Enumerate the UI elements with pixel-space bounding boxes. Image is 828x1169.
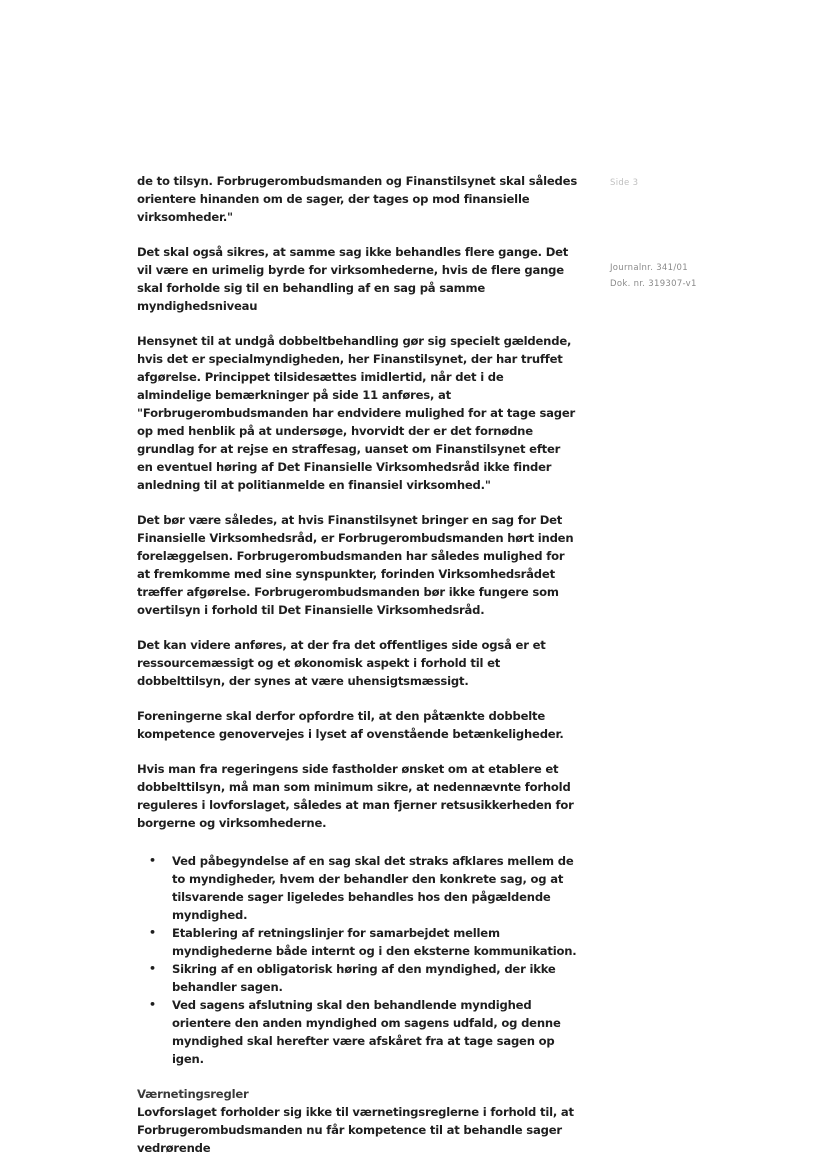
document-number: Dok. nr. 319307-v1 [610,279,697,289]
body-text [137,172,577,1157]
paragraph-1: de to tilsyn. Forbrugerombudsmanden og Finanstilsynet skal således orientere hinanden om de sager, der tages op mod finansielle virksomheder." [137,174,578,224]
reference-block [610,260,697,292]
bullet-icon: • [149,926,156,939]
journal-number: Journalnr. 341/01 [610,263,688,273]
list-item [137,996,577,1068]
paragraph-6: Foreningerne skal derfor opfordre til, at den påtænkte dobbelte kompetence genovervejes i lyset af ovenstående betænkeligheder. [137,709,564,741]
list-item-text: Sikring af en obligatorisk høring af den myndighed, der ikke behandler sagen. [172,962,556,994]
paragraph-5: Det kan videre anføres, at der fra det offentliges side også er et ressourcemæssigt og et økonomisk aspekt i forhold til et dobbelttilsyn, der synes at være uhensigtsmæssigt. [137,638,546,688]
section-heading: Værnetingsregler [137,1087,249,1101]
page-number-label: Side 3 [610,178,639,188]
paragraph-3: Hensynet til at undgå dobbeltbehandling gør sig specielt gældende, hvis det er specialmyndigheden, her Finanstilsynet, der har truffet afgørelse. Princippet tilsidesættes imidlertid, når det i de almindelige bemærkninger på side 11 anføres, at "Forbrugerombudsmanden har endvidere mulighed for at tage sager op med henblik på at undersøge, hvorvidt der er det fornødne grundlag for at rejse en straffesag, uanset om Finanstilsynet efter en eventuel høring af Det Finansielle Virksomhedsråd ikke finder anledning til at politianmelde en finansiel virksomhed." [137,334,576,492]
list-item [137,960,577,996]
paragraph-2: Det skal også sikres, at samme sag ikke behandles flere gange. Det vil være en urimelig byrde for virksomhederne, hvis de flere gange skal forholde sig til en behandling af en sag på samme myndighedsniveau [137,245,569,313]
list-item [137,924,577,960]
bullet-icon: • [149,854,156,867]
list-item-text: Etablering af retningslinjer for samarbejdet mellem myndighederne både internt og i den eksterne kommunikation. [172,926,577,958]
list-item-text: Ved påbegyndelse af en sag skal det straks afklares mellem de to myndigheder, hvem der behandler den konkrete sag, og at tilsvarende sager ligeledes behandles hos den pågældende myndighed. [172,854,574,922]
paragraph-7: Hvis man fra regeringens side fastholder ønsket om at etablere et dobbelttilsyn, må man som minimum sikre, at nedennævnte forhold reguleres i lovforslaget, således at man fjerner retsusikkerheden for borgerne og virksomhederne. [137,762,574,830]
section-paragraph: Lovforslaget forholder sig ikke til værnetingsreglerne i forhold til, at Forbrugerombudsmanden nu får kompetence til at behandle sager vedrørende [137,1105,574,1155]
paragraph-4: Det bør være således, at hvis Finanstilsynet bringer en sag for Det Finansielle Virksomhedsråd, er Forbrugerombudsmanden hørt inden forelæggelsen. Forbrugerombudsmanden har således mulighed for at fremkomme med sine synspunkter, forinden Virksomhedsrådet træffer afgørelse. Forbrugerombudsmanden bør ikke fungere som overtilsyn i forhold til Det Finansielle Virksomhedsråd. [137,513,574,617]
bullet-icon: • [149,962,156,975]
bullet-icon: • [149,998,156,1011]
list-item-text: Ved sagens afslutning skal den behandlende myndighed orientere den anden myndighed om sagens udfald, og denne myndighed skal herefter være afskåret fra at tage sagen op igen. [172,998,561,1066]
list-item [137,852,577,924]
requirements-list [137,852,577,1068]
